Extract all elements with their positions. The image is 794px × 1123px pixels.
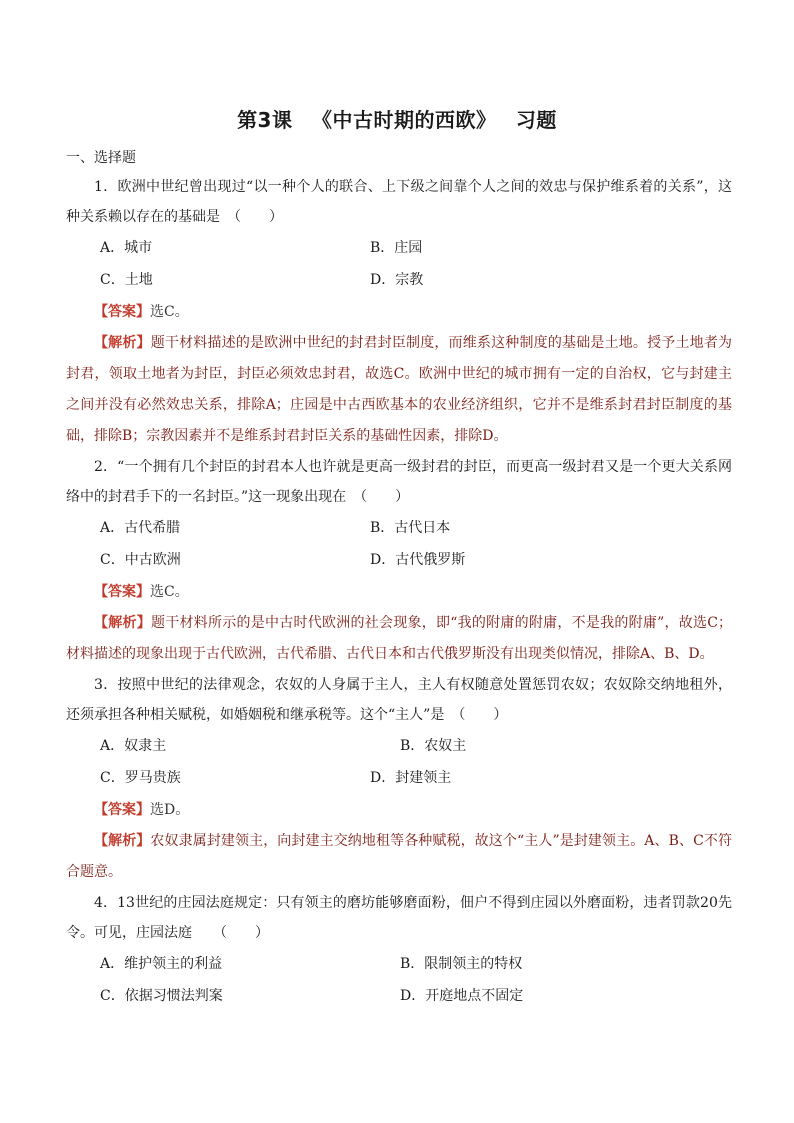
question-3 [66,670,732,888]
answer-text: 选C。 [150,304,189,320]
option-grid [100,730,732,794]
option-c: C．土地 [100,272,153,288]
analysis-text: 农奴隶属封建领主，向封建主交纳地租等各种赋税，故这个“主人”是封建领主。A、B、C不符合题意。 [66,833,732,880]
analysis-tag: 【解析】 [94,615,151,631]
option-grid [100,948,732,1012]
question-stem: 1．欧洲中世纪曾出现过“以一种个人的联合、上下级之间靠个人之间的效忠与保护维系着的关系”，这种关系赖以存在的基础是 （ ） [66,179,732,225]
question-stem: 3．按照中世纪的法律观念，农奴的人身属于主人，主人有权随意处置惩罚农奴；农奴除交纳地租外，还须承担各种相关赋税，如婚姻税和继承税等。这个“主人”是 （ ） [66,677,732,723]
option-b: B．农奴主 [400,738,467,754]
analysis-paragraph [66,826,732,888]
option-c: C．罗马贵族 [100,770,181,786]
answer-line [66,576,732,608]
option-c: C．依据习惯法判案 [100,988,223,1004]
title-suffix: 习题 [515,108,557,132]
answer-line [66,794,732,826]
option-d: D．古代俄罗斯 [370,552,466,568]
option-d: D．封建领主 [370,770,452,786]
analysis-paragraph [66,328,732,452]
option-b: B．古代日本 [370,520,451,536]
analysis-paragraph [66,608,732,670]
analysis-text: 题干材料所示的是中古时代欧洲的社会现象，即“我的附庸的附庸，不是我的附庸”，故选C；材料描述的现象出现于古代欧洲，古代希腊、古代日本和古代俄罗斯没有出现类似情况，排除A、B、D。 [66,615,732,662]
section-heading: 一、选择题 [66,150,136,166]
option-b: B．庄园 [370,240,423,256]
option-b: B．限制领主的特权 [400,956,523,972]
answer-tag: 【答案】 [94,802,150,818]
option-d: D．开庭地点不固定 [400,988,524,1004]
question-stem: 2．“一个拥有几个封臣的封君本人也许就是更高一级封君的封臣，而更高一级封君又是一个更大关系网络中的封君手下的一名封臣。”这一现象出现在 （ ） [66,459,732,505]
option-grid [100,232,732,296]
question-4 [66,888,732,1012]
answer-tag: 【答案】 [94,584,150,600]
analysis-tag: 【解析】 [94,833,151,849]
question-list [66,172,732,1012]
option-a: A．古代希腊 [100,520,181,536]
option-c: C．中古欧洲 [100,552,181,568]
question-2 [66,452,732,670]
option-a: A．维护领主的利益 [100,956,223,972]
question-1 [66,172,732,452]
answer-tag: 【答案】 [94,304,150,320]
lesson-topic: 《中古时期的西欧》 [311,108,497,132]
analysis-text: 题干材料描述的是欧洲中世纪的封君封臣制度，而维系这种制度的基础是土地。授予土地者为封君，领取土地者为封臣，封臣必须效忠封君，故选C。欧洲中世纪的城市拥有一定的自治权，它与封建主之间并没有必然效忠关系，排除A；庄园是中古西欧基本的农业经济组织，它并不是维系封君封臣制度的基础，排除B；宗教因素并不是维系封君封臣关系的基础性因素，排除D。 [66,335,733,444]
answer-line [66,296,732,328]
option-grid [100,512,732,576]
page-title [0,104,794,133]
answer-text: 选D。 [150,802,190,818]
option-a: A．城市 [100,240,153,256]
analysis-tag: 【解析】 [94,335,151,351]
answer-text: 选C。 [150,584,189,600]
lesson-number: 第3课 [237,108,293,132]
option-d: D．宗教 [370,272,424,288]
option-a: A．奴隶主 [100,738,167,754]
question-stem: 4．13世纪的庄园法庭规定：只有领主的磨坊能够磨面粉，佃户不得到庄园以外磨面粉，违者罚款20先令。可见，庄园法庭 （ ） [66,895,732,941]
